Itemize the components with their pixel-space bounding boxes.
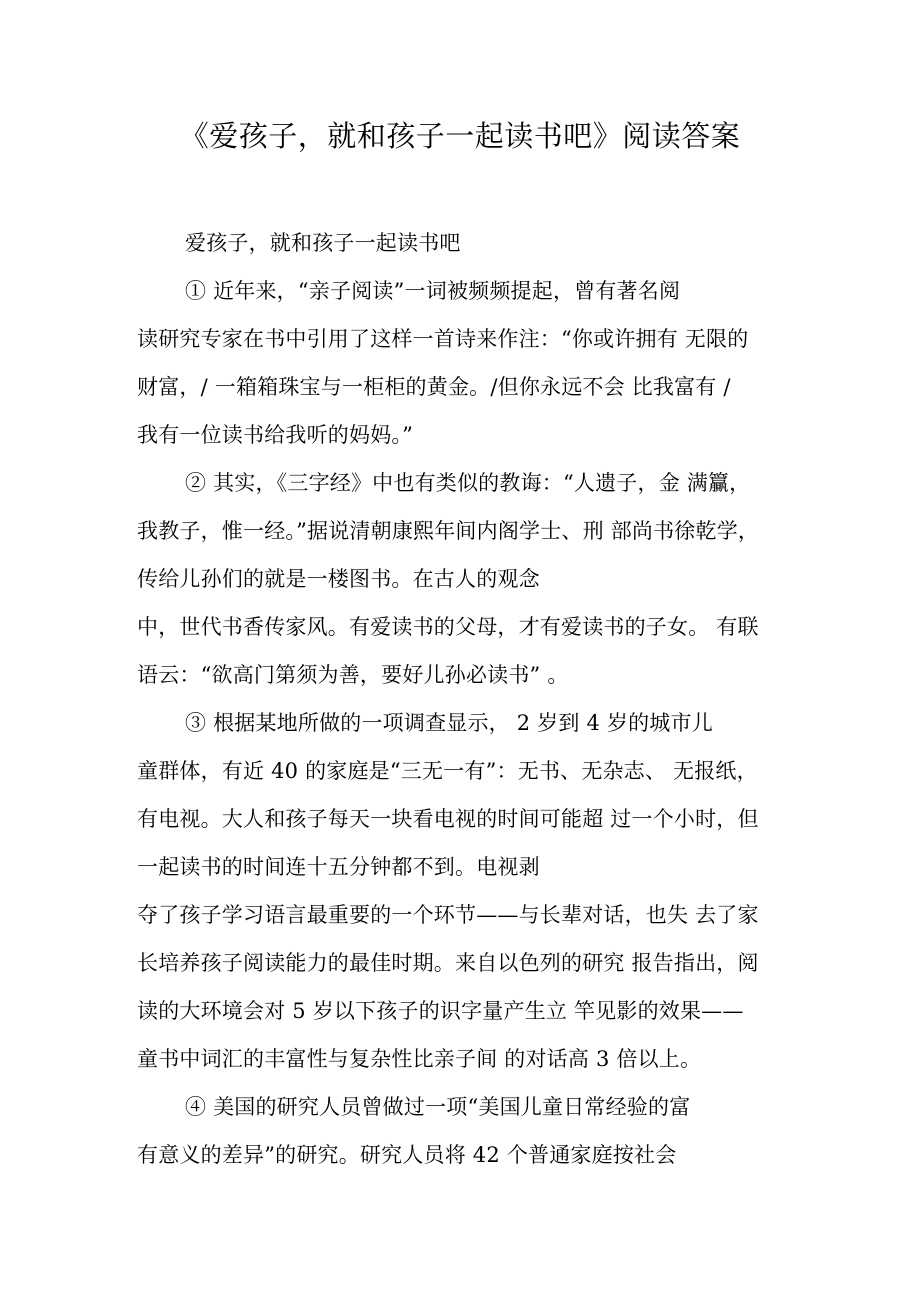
- paragraph-3-line-8: 童书中词汇的丰富性与复杂性比亲子间 的对话高 3 倍以上。: [137, 1047, 702, 1071]
- paragraph-3-line-7: 读的大环境会对 5 岁以下孩子的识字量产生立 竿见影的效果——: [137, 999, 744, 1023]
- paragraph-4-line-1: ④ 美国的研究人员曾做过一项“美国儿童日常经验的富: [185, 1095, 691, 1119]
- paragraph-2-line-3: 传给儿孙们的就是一楼图书。在古人的观念: [137, 567, 540, 591]
- paragraph-3-line-2: 童群体，有近 40 的家庭是“三无一有”：无书、无杂志、 无报纸，: [137, 759, 758, 783]
- paragraph-1-line-3: 财富，/ 一箱箱珠宝与一柜柜的黄金。/但你永远不会 比我富有 /: [137, 375, 731, 399]
- paragraph-1-line-1: ① 近年来，“亲子阅读”一词被频频提起，曾有著名阅: [185, 279, 681, 303]
- paragraph-3-line-3: 有电视。大人和孩子每天一块看电视的时间可能超 过一个小时，但: [137, 807, 759, 831]
- document-title: 《爱孩子，就和孩子一起读书吧》阅读答案: [179, 119, 741, 153]
- paragraph-3-line-4: 一起读书的时间连十五分钟都不到。电视剥: [137, 855, 540, 879]
- paragraph-2-line-5: 语云：“欲高门第须为善，要好儿孙必读书” 。: [137, 663, 569, 687]
- paragraph-2-line-2: 我教子，惟一经。”据说清朝康熙年间内阁学士、刑 部尚书徐乾学，: [137, 519, 760, 543]
- paragraph-3-line-5: 夺了孩子学习语言最重要的一个环节——与长辈对话，也失 去了家: [137, 903, 759, 927]
- paragraph-2-line-4: 中，世代书香传家风。有爱读书的父母，才有爱读书的子女。 有联: [137, 615, 759, 639]
- paragraph-3-line-6: 长培养孩子阅读能力的最佳时期。来自以色列的研究 报告指出，阅: [137, 951, 759, 975]
- paragraph-1-line-2: 读研究专家在书中引用了这样一首诗来作注：“你或许拥有 无限的: [137, 327, 749, 351]
- paragraph-4-line-2: 有意义的差异”的研究。研究人员将 42 个普通家庭按社会: [137, 1143, 677, 1167]
- paragraph-1-line-4: 我有一位读书给我听的妈妈。”: [137, 423, 414, 447]
- paragraph-3-line-1: ③ 根据某地所做的一项调查显示， 2 岁到 4 岁的城市儿: [185, 711, 713, 735]
- section-heading: 爱孩子，就和孩子一起读书吧: [185, 231, 461, 255]
- paragraph-2-line-1: ② 其实，《三字经》中也有类似的教诲：“人遗子，金 满籯，: [185, 471, 751, 495]
